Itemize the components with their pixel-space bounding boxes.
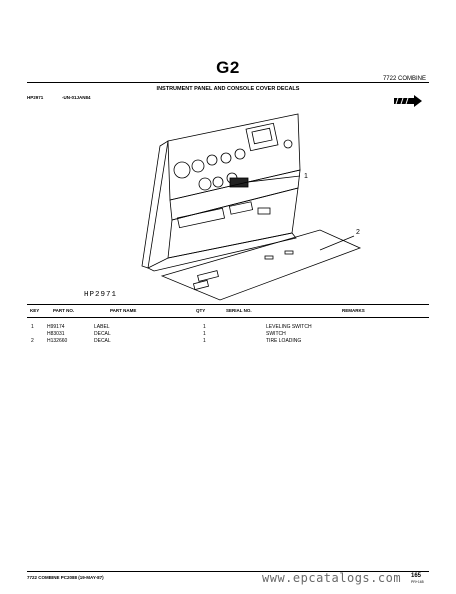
row-key: 2 — [31, 338, 34, 344]
page-code: G2 — [216, 58, 240, 77]
header-serial-no: SERIAL NO. — [226, 308, 252, 313]
row-qty: 1 — [203, 324, 206, 330]
row-qty: 1 — [203, 338, 206, 344]
row-part-name: LABEL — [94, 324, 110, 330]
row-remarks: LEVELING SWITCH — [266, 324, 312, 330]
header-key: KEY — [30, 308, 40, 313]
header-part-no: PART NO. — [53, 308, 75, 313]
top-rule — [27, 82, 429, 83]
header-part-name: PART NAME — [110, 308, 137, 313]
table-header-rule — [27, 317, 429, 318]
page-subcode: PR+165 — [411, 580, 424, 584]
watermark: www.epcatalogs.com — [262, 571, 402, 585]
header-remarks: REMARKS — [342, 308, 365, 313]
row-part-name: DECAL — [94, 331, 111, 337]
row-qty: 1 — [203, 331, 206, 337]
reference-date: -UN-01JAN84 — [62, 95, 91, 100]
instrument-panel-drawing — [120, 108, 390, 308]
row-part-no: H99174 — [47, 324, 65, 330]
figure-label: HP2971 — [84, 291, 118, 299]
section-title: INSTRUMENT PANEL AND CONSOLE COVER DECALS — [156, 86, 300, 92]
reference-code: HP2971 — [27, 95, 44, 100]
row-key: 1 — [31, 324, 34, 330]
row-remarks: TIRE LOADING — [266, 338, 302, 344]
callout-1: 1 — [304, 173, 308, 180]
row-part-name: DECAL — [94, 338, 111, 344]
row-remarks: SWITCH — [266, 331, 286, 337]
callout-2: 2 — [356, 229, 360, 236]
row-part-no: H83031 — [47, 331, 65, 337]
header-qty: QTY — [196, 308, 206, 313]
direction-arrow-icon — [394, 95, 422, 107]
table-top-rule — [27, 304, 429, 305]
model-name: 7722 COMBINE — [382, 76, 426, 82]
row-part-no: H132660 — [47, 338, 68, 344]
footer-info: 7722 COMBINE PC2088 (19-MAY-87) — [27, 575, 104, 580]
page-number: 165 — [411, 573, 422, 579]
